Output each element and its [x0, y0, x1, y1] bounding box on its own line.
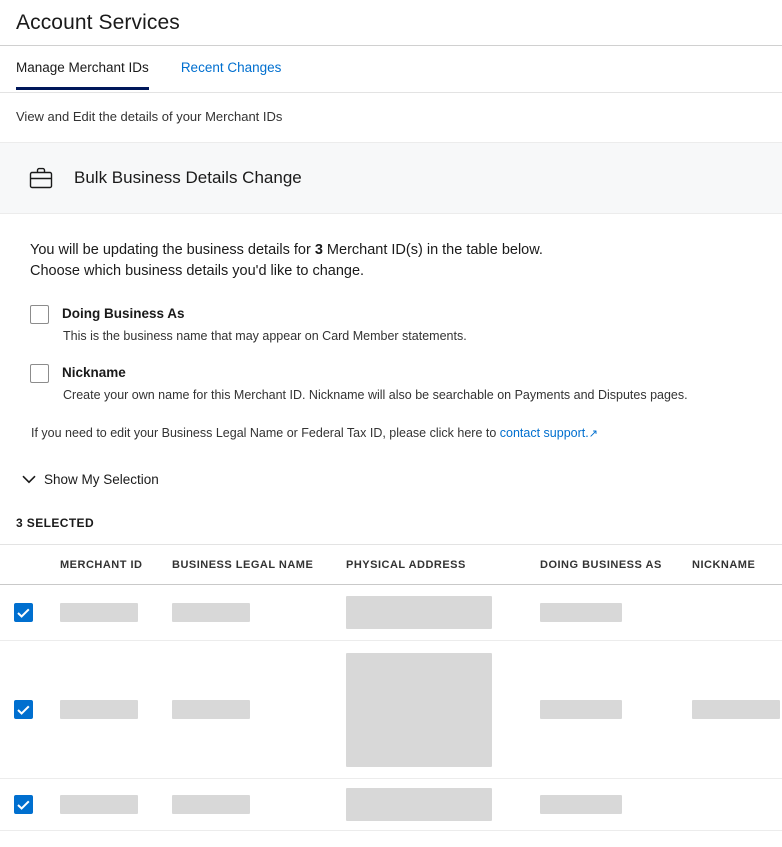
- tab-manage-merchant-ids[interactable]: Manage Merchant IDs: [16, 46, 149, 90]
- table-row[interactable]: [0, 779, 782, 831]
- table-row-checkbox-cell[interactable]: [14, 795, 60, 814]
- placeholder-physical-address: [346, 788, 492, 821]
- lede-text: [30, 240, 752, 282]
- cell-physical-address: [346, 596, 540, 629]
- show-my-selection-toggle[interactable]: [18, 468, 752, 490]
- option-desc-doing-business-as: This is the business name that may appear on Card Member statements.: [63, 329, 467, 343]
- cell-physical-address: [346, 788, 540, 821]
- section-title: Bulk Business Details Change: [74, 168, 302, 187]
- tab-bar: [0, 46, 782, 93]
- main-content: [0, 214, 782, 490]
- placeholder-doing-business-as: [540, 603, 622, 622]
- placeholder-physical-address: [346, 596, 492, 629]
- option-label-nickname: Nickname: [62, 365, 126, 380]
- placeholder-physical-address: [346, 653, 492, 767]
- placeholder-merchant-id: [60, 603, 138, 622]
- section-banner: [0, 142, 782, 214]
- cell-nickname: [692, 700, 782, 719]
- table-body: [0, 585, 782, 831]
- table-header-nickname: NICKNAME: [692, 558, 756, 571]
- placeholder-doing-business-as: [540, 795, 622, 814]
- table-header-business-legal-name: BUSINESS LEGAL NAME: [172, 558, 314, 571]
- placeholder-business-legal-name: [172, 700, 250, 719]
- lede-part-1: You will be updating the business details for: [30, 242, 315, 258]
- option-nickname[interactable]: [30, 363, 752, 383]
- placeholder-business-legal-name: [172, 795, 250, 814]
- cell-doing-business-as: [540, 700, 692, 719]
- cell-doing-business-as: [540, 603, 692, 622]
- table-row-checkbox-cell[interactable]: [14, 700, 60, 719]
- placeholder-merchant-id: [60, 700, 138, 719]
- checkbox-nickname[interactable]: [30, 364, 49, 383]
- external-link-icon[interactable]: ↗: [588, 428, 598, 440]
- row-checkbox-3[interactable]: [14, 795, 33, 814]
- table-row-checkbox-cell[interactable]: [14, 603, 60, 622]
- cell-merchant-id: [60, 795, 172, 814]
- option-label-doing-business-as: Doing Business As: [62, 306, 185, 321]
- cell-merchant-id: [60, 700, 172, 719]
- row-checkbox-2[interactable]: [14, 700, 33, 719]
- page-title: Account Services: [16, 10, 180, 34]
- table-header-physical-address: PHYSICAL ADDRESS: [346, 558, 466, 571]
- briefcase-icon: [28, 165, 54, 191]
- lede-line-2: Choose which business details you'd like to change.: [30, 263, 365, 279]
- checkbox-doing-business-as[interactable]: [30, 305, 49, 324]
- tab-recent-changes[interactable]: Recent Changes: [180, 60, 282, 75]
- table-header-merchant-id: MERCHANT ID: [60, 558, 143, 571]
- helper-text: [31, 426, 752, 440]
- placeholder-doing-business-as: [540, 700, 622, 719]
- table-header-doing-business-as: DOING BUSINESS AS: [540, 558, 662, 571]
- cell-doing-business-as: [540, 795, 692, 814]
- contact-support-link[interactable]: contact support.: [499, 426, 589, 440]
- page-subtitle: View and Edit the details of your Merchant IDs: [16, 109, 283, 124]
- selected-count: 3 SELECTED: [16, 516, 95, 530]
- cell-business-legal-name: [172, 795, 346, 814]
- merchant-table: [0, 544, 782, 831]
- chevron-down-icon: [18, 468, 40, 490]
- app-header: [0, 0, 782, 46]
- lede-part-2: Merchant ID(s) in the table below.: [322, 242, 543, 258]
- placeholder-nickname: [692, 700, 780, 719]
- cell-merchant-id: [60, 603, 172, 622]
- helper-text-label: If you need to edit your Business Legal Name or Federal Tax ID, please click here to: [31, 426, 500, 440]
- cell-business-legal-name: [172, 700, 346, 719]
- option-doing-business-as[interactable]: [30, 304, 752, 324]
- lede-count: 3: [314, 242, 323, 258]
- placeholder-business-legal-name: [172, 603, 250, 622]
- cell-physical-address: [346, 653, 540, 767]
- table-row[interactable]: [0, 641, 782, 779]
- placeholder-merchant-id: [60, 795, 138, 814]
- show-my-selection-label: Show My Selection: [44, 471, 159, 487]
- option-desc-nickname: Create your own name for this Merchant ID. Nickname will also be searchable on Payments and Disputes pages.: [63, 388, 688, 402]
- table-row[interactable]: [0, 585, 782, 641]
- row-checkbox-1[interactable]: [14, 603, 33, 622]
- table-header-row: [0, 545, 782, 585]
- cell-business-legal-name: [172, 603, 346, 622]
